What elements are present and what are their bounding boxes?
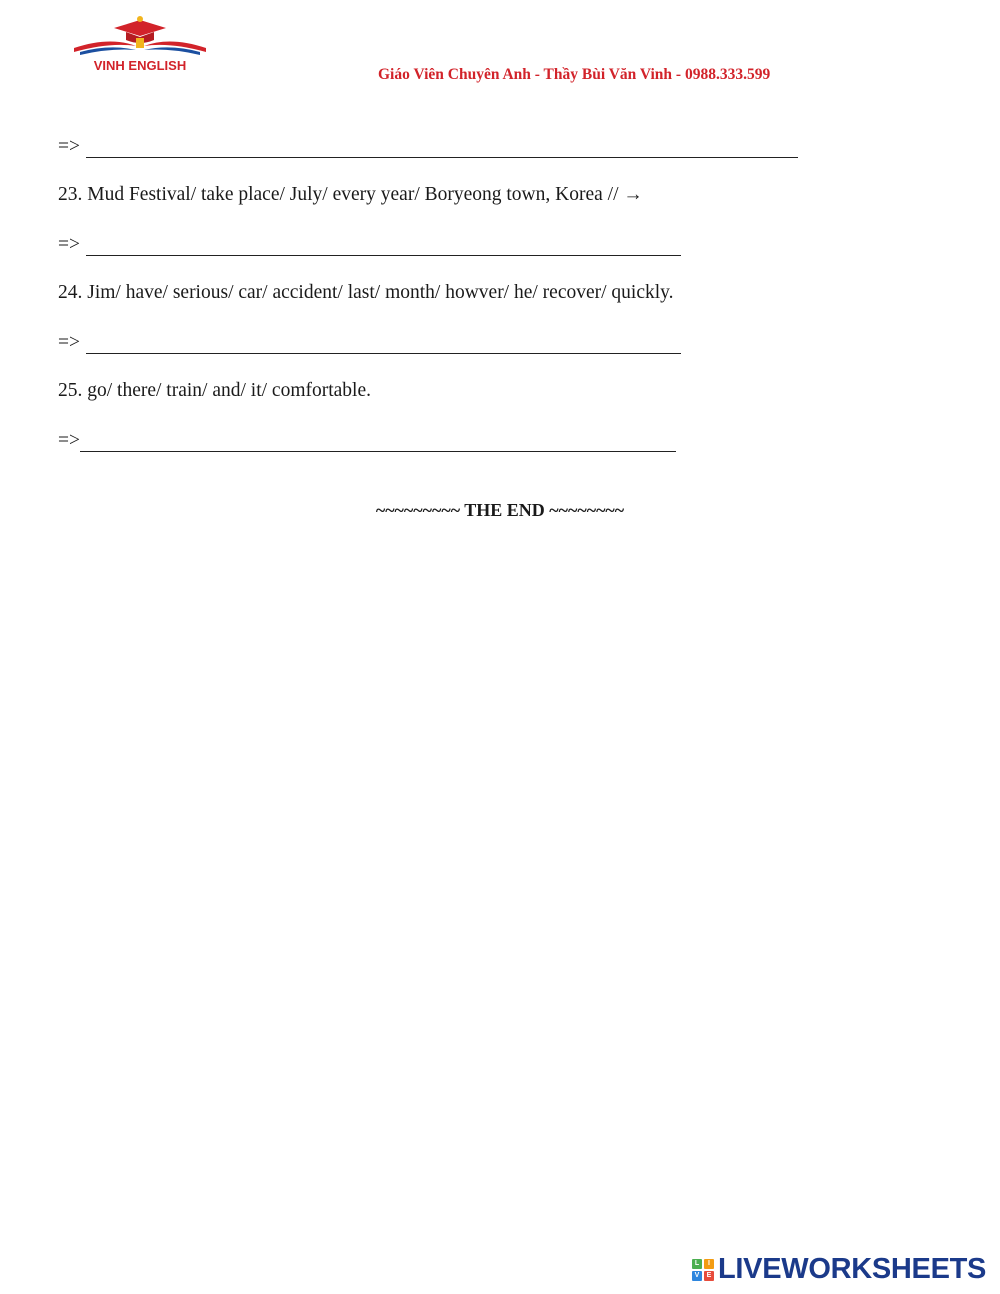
- vinh-english-logo: [70, 14, 210, 76]
- answer-prefix: =>: [58, 332, 80, 353]
- brand-square: L: [692, 1259, 702, 1269]
- teacher-info: Giáo Viên Chuyên Anh - Thầy Bùi Văn Vinh - 0988.333.599: [378, 66, 771, 83]
- answer-line-23: [58, 234, 681, 256]
- answer-blank-24[interactable]: [86, 335, 681, 354]
- the-end-label: ~~~~~~~~~ THE END ~~~~~~~~: [375, 500, 625, 520]
- question-25: 25. go/ there/ train/ and/ it/ comfortable.: [58, 380, 371, 401]
- answer-line-22: [58, 136, 798, 158]
- liveworksheets-text: LIVEWORKSHEETS: [718, 1253, 987, 1285]
- answer-prefix: =>: [58, 430, 80, 451]
- question-24: 24. Jim/ have/ serious/ car/ accident/ last/ month/ howver/ he/ recover/ quickly.: [58, 282, 674, 303]
- liveworksheets-logo[interactable]: [692, 1253, 986, 1286]
- answer-prefix: =>: [58, 136, 80, 157]
- answer-prefix: =>: [58, 234, 80, 255]
- question-23: 23. Mud Festival/ take place/ July/ every year/ Boryeong town, Korea // →: [58, 184, 643, 205]
- answer-line-25: [58, 430, 676, 452]
- answer-blank-23[interactable]: [86, 237, 681, 256]
- brand-square: E: [704, 1271, 714, 1281]
- answer-line-24: [58, 332, 681, 354]
- liveworksheets-squares-icon: [692, 1259, 714, 1281]
- svg-text:VINH ENGLISH: VINH ENGLISH: [93, 58, 187, 73]
- graduation-cap-icon: [70, 14, 210, 76]
- answer-blank-22[interactable]: [86, 139, 798, 158]
- brand-square: I: [704, 1259, 714, 1269]
- answer-blank-25[interactable]: [80, 433, 676, 452]
- brand-square: V: [692, 1271, 702, 1281]
